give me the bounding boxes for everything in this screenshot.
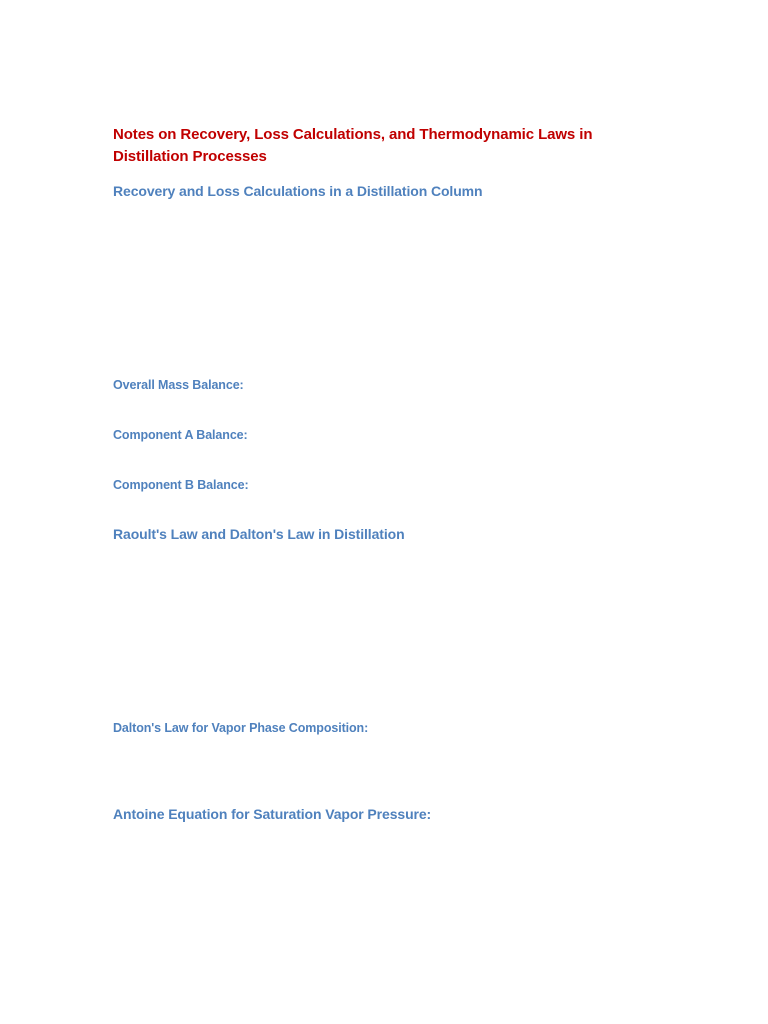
document-title: Notes on Recovery, Loss Calculations, and Thermodynamic Laws in Distillation Processes: [113, 126, 593, 165]
section-heading-recovery-loss: Recovery and Loss Calculations in a Distillation Column: [113, 183, 483, 199]
section-heading-raoult-dalton: Raoult's Law and Dalton's Law in Distillation: [113, 526, 405, 542]
subheading-component-b-balance: Component B Balance:: [113, 478, 249, 492]
subheading-antoine-equation: Antoine Equation for Saturation Vapor Pressure:: [113, 806, 432, 822]
subheading-component-a-balance: Component A Balance:: [113, 428, 248, 442]
subheading-overall-mass-balance: Overall Mass Balance:: [113, 378, 244, 392]
subheading-dalton-vapor-phase: Dalton's Law for Vapor Phase Composition:: [113, 721, 369, 735]
